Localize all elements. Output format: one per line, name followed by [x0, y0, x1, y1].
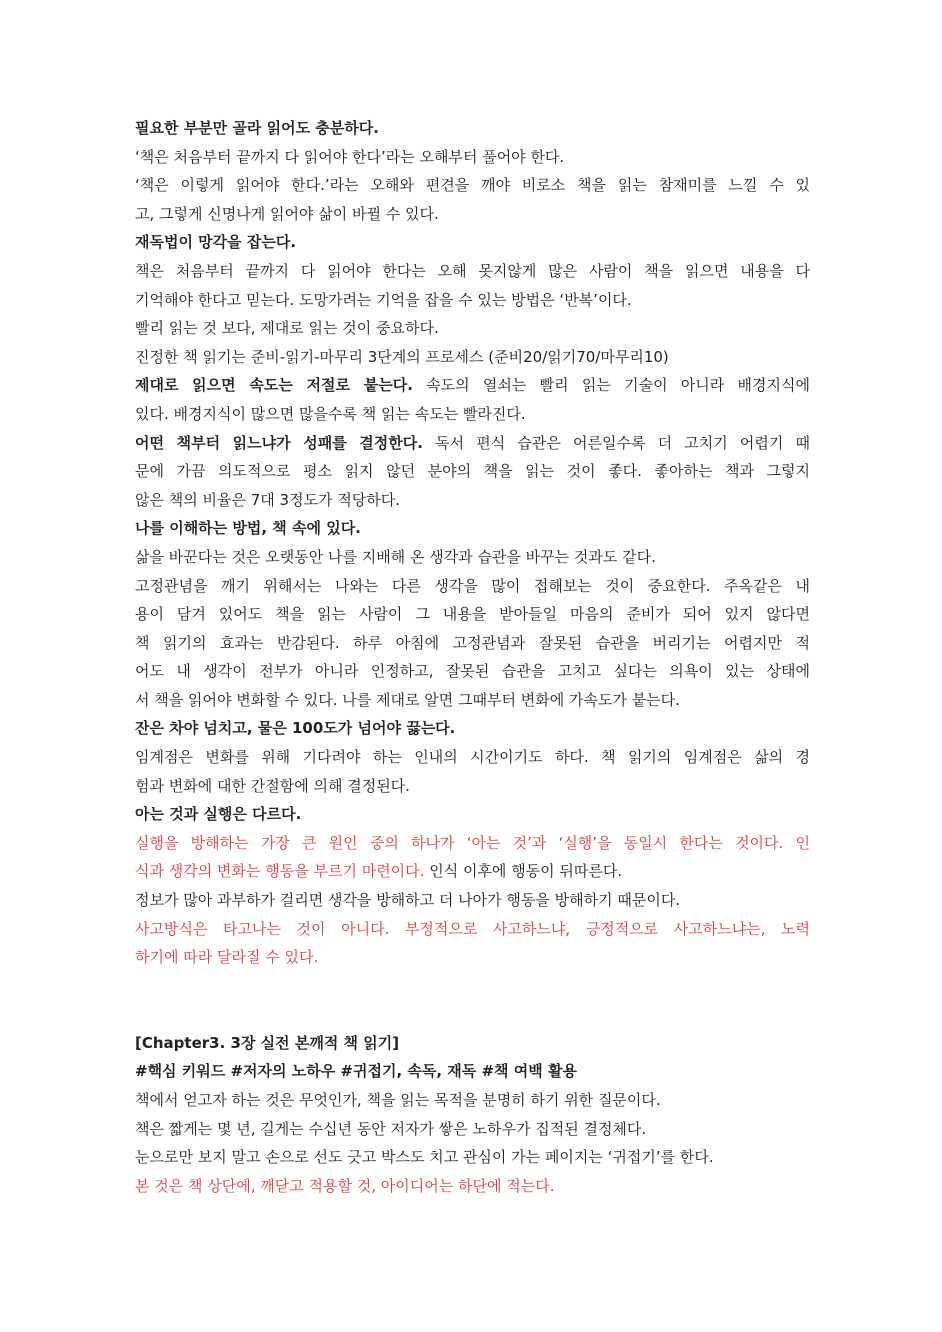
text-line [135, 457, 810, 486]
text-line [135, 1143, 810, 1172]
text-line [135, 1057, 810, 1086]
body-text: 눈으로만 보지 말고 손으로 선도 긋고 박스도 치고 관심이 가는 페이지는 ‘귀접기’를 한다. [135, 1148, 714, 1167]
section-gap [135, 972, 810, 1029]
text-line [135, 486, 810, 515]
body-text: 임계점은 변화를 위해 기다려야 하는 인내의 시간이기도 하다. 책 읽기의 임계점은 삶의 경 [135, 748, 810, 767]
body-text: ‘책은 처음부터 끝까지 다 읽어야 한다’라는 오해부터 풀어야 한다. [135, 147, 565, 166]
body-text: 독서 편식 습관은 어른일수록 더 고치기 어렵기 때 [422, 433, 810, 452]
body-text: 책은 처음부터 끝까지 다 읽어야 한다는 오해 못지않게 많은 사람이 책을 읽으면 내용을 다 [135, 261, 810, 280]
text-line [135, 629, 810, 658]
body-text: 책은 짧게는 몇 년, 길게는 수십년 동안 저자가 쌓은 노하우가 집적된 결정체다. [135, 1119, 647, 1138]
text-line [135, 286, 810, 315]
body-text: 책에서 얻고자 하는 것은 무엇인가, 책을 읽는 목적을 분명히 하기 위한 질문이다. [135, 1091, 661, 1109]
body-text: 용이 담겨 있어도 책을 읽는 사람이 그 내용을 받아들일 마음의 준비가 되어 있지 않다면 [135, 605, 810, 624]
heading-text: 재독법이 망각을 잡는다. [135, 233, 297, 252]
text-line [135, 543, 810, 572]
body-text: 서 책을 읽어야 변화할 수 있다. 나를 제대로 알면 그때부터 변화에 가속도가 붙는다. [135, 690, 680, 709]
document-page [135, 114, 810, 1200]
section-chapter3 [135, 1029, 810, 1201]
heading-text: 필요한 부분만 골라 읽어도 충분하다. [135, 119, 379, 137]
highlight-text: 하기에 따라 달라질 수 있다. [135, 948, 319, 967]
heading-text: [Chapter3. 3장 실전 본깨적 책 읽기] [135, 1033, 400, 1052]
text-line [135, 429, 810, 458]
body-text: 있다. 배경지식이 많으면 많을수록 책 읽는 속도는 빨라진다. [135, 404, 526, 423]
body-text: 책 읽기의 효과는 반감된다. 하루 아침에 고정관념과 잘못된 습관을 버리기는 어렵지만 적 [135, 633, 810, 652]
text-line [135, 772, 810, 801]
highlight-text: 본 것은 책 상단에, 깨닫고 적용할 것, 아이디어는 하단에 적는다. [135, 1176, 555, 1195]
body-text: 기억해야 한다고 믿는다. 도망가려는 기억을 잡을 수 있는 방법은 ‘반복’이다. [135, 290, 632, 309]
text-line [135, 915, 810, 944]
text-line [135, 114, 810, 143]
text-line [135, 228, 810, 257]
body-text: 진정한 책 읽기는 준비-읽기-마무리 3단계의 프로세스 (준비20/읽기70/마무리10) [135, 347, 669, 366]
body-text: 문에 가끔 의도적으로 평소 읽지 않던 분야의 책을 읽는 것이 좋다. 좋아하는 책과 그렇지 [135, 462, 810, 481]
body-text: 빨리 읽는 것 보다, 제대로 읽는 것이 중요하다. [135, 319, 439, 338]
text-line [135, 743, 810, 772]
text-line [135, 600, 810, 629]
text-line [135, 257, 810, 286]
text-line [135, 200, 810, 229]
heading-text: 나를 이해하는 방법, 책 속에 있다. [135, 519, 361, 538]
text-line [135, 400, 810, 429]
text-line [135, 943, 810, 972]
text-line [135, 572, 810, 601]
heading-text: 잔은 차야 넘치고, 물은 100도가 넘어야 끓는다. [135, 719, 456, 738]
text-line [135, 1086, 810, 1115]
text-line [135, 829, 810, 858]
body-text: 정보가 많아 과부하가 걸리면 생각을 방해하고 더 나아가 행동을 방해하기 때문이다. [135, 891, 681, 910]
body-text: ‘책은 이렇게 읽어야 한다.’라는 오해와 편견을 깨야 비로소 책을 읽는 참재미를 느낄 수 있 [135, 176, 810, 195]
text-line [135, 1115, 810, 1144]
text-line [135, 143, 810, 172]
highlight-text: 식과 생각의 변화는 행동을 부르기 마련이다. [135, 862, 425, 881]
text-line [135, 1172, 810, 1201]
text-line [135, 686, 810, 715]
text-line [135, 171, 810, 200]
text-line [135, 343, 810, 372]
heading-text: 아는 것과 실행은 다르다. [135, 805, 302, 824]
body-text: 않은 책의 비율은 7대 3정도가 적당하다. [135, 490, 401, 509]
text-line [135, 714, 810, 743]
text-line [135, 886, 810, 915]
body-text: 인식 이후에 행동이 뒤따른다. [424, 862, 623, 881]
body-text: 속도의 열쇠는 빨리 읽는 기술이 아니라 배경지식에 [412, 376, 810, 395]
body-text: 어도 내 생각이 전부가 아니라 인정하고, 잘못된 습관을 고치고 싶다는 의욕이 있는 상태에 [135, 662, 810, 681]
section-reading-notes [135, 114, 810, 972]
heading-text: 어떤 책부터 읽느냐가 성패를 결정한다. [135, 433, 423, 452]
body-text: 험과 변화에 대한 간절함에 의해 결정된다. [135, 776, 410, 795]
text-line [135, 1029, 810, 1058]
heading-text: 제대로 읽으면 속도는 저절로 붙는다. [135, 376, 413, 395]
text-line [135, 657, 810, 686]
text-line [135, 371, 810, 400]
body-text: 고정관념을 깨기 위해서는 나와는 다른 생각을 많이 접해보는 것이 중요한다. 주옥같은 내 [135, 576, 810, 595]
highlight-text: 사고방식은 타고나는 것이 아니다. 부정적으로 사고하느냐, 긍정적으로 사고하느냐는, 노력 [135, 919, 810, 938]
body-text: 고, 그렇게 신명나게 읽어야 삶이 바뀔 수 있다. [135, 204, 439, 223]
text-line [135, 514, 810, 543]
highlight-text: 실행을 방해하는 가장 큰 원인 중의 하나가 ‘아는 것’과 ‘실행’을 동일시 한다는 것이다. 인 [135, 833, 810, 852]
heading-text: #핵심 키워드 #저자의 노하우 #귀접기, 속독, 재독 #책 여백 활용 [135, 1062, 577, 1081]
text-line [135, 857, 810, 886]
text-line [135, 800, 810, 829]
text-line [135, 314, 810, 343]
body-text: 삶을 바꾼다는 것은 오랫동안 나를 지배해 온 생각과 습관을 바꾸는 것과도 같다. [135, 547, 656, 566]
